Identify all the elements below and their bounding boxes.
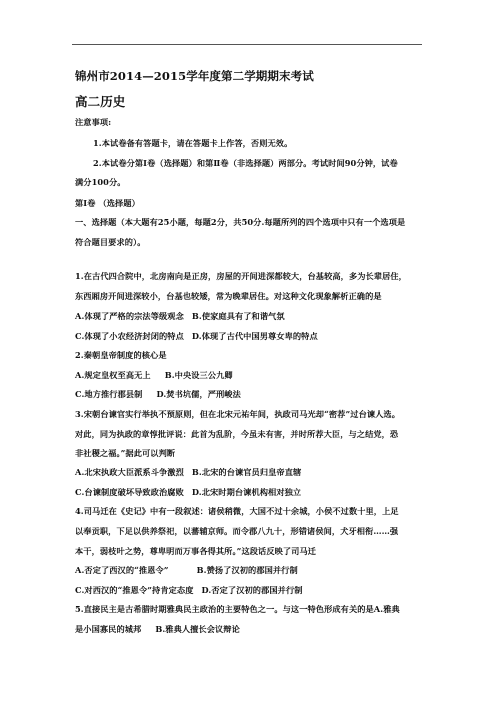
part1-heading: 第Ⅰ卷 （选择题）	[75, 198, 140, 208]
option-a: A.体现了严格的宗法等级观念	[75, 311, 184, 321]
notice-item-1: 1.本试卷备有答题卡，请在答题卡上作答，否则无效。	[93, 138, 293, 148]
question-1-options-row-2	[75, 331, 318, 342]
question-1-stem-line-2: 东西厢房开间进深较小，台基也较矮，常为晚辈居住。对这种文化现象解析正确的是	[75, 291, 382, 301]
option-a: A.规定皇权至高无上	[75, 370, 151, 380]
question-1-stem-line-1: 1.在古代四合院中，北房南向是正房，房屋的开间进深都较大，台基较高，多为长辈居住，	[75, 271, 407, 281]
question-2-options-row-1	[75, 370, 233, 381]
option-b: B.雅典人擅长会议辩论	[155, 624, 240, 634]
option-d: D.体现了古代中国男尊女卑的特点	[191, 331, 318, 341]
question-4-stem-line-3: 本干，弱枝叶之势，尊卑明而万事各得其所。”这段话反映了司马迁	[75, 546, 317, 556]
option-a-continued: 是小国寡民的城邦	[75, 624, 142, 634]
option-a: A.否定了西汉的“推恩令”	[75, 565, 169, 575]
subject-title: 高二历史	[75, 94, 126, 109]
option-d: D.否定了汉初的郡国并行制	[201, 585, 303, 595]
question-5-stem-line-1: 5.直接民主是古希腊时期雅典民主政治的主要特色之一。与这一特色形成有关的是A.雅典	[75, 604, 400, 614]
question-5-stem-line-2	[75, 624, 240, 635]
notice-item-2-line-1: 2.本试卷分第Ⅰ卷（选择题）和第Ⅱ卷（非选择题）两部分。考试时间90分钟，试卷	[93, 158, 398, 168]
option-c: C.对西汉的“推恩令”持肯定态度	[75, 585, 194, 595]
option-c: C.体现了小农经济封闭的特点	[75, 331, 184, 341]
question-4-stem-line-1: 4.司马迁在《史记》中有一段叙述：诸侯稍微，大国不过十余城，小侯不过数十里，上足	[75, 506, 399, 516]
option-b: B.赞扬了汉初的郡国并行制	[196, 565, 298, 575]
question-3-options-row-2	[75, 487, 301, 498]
question-3-stem-line-3: 非社稷之福。”据此可以判断	[75, 448, 176, 458]
option-b: B.使家庭具有了和谐气氛	[191, 311, 285, 321]
part1-instruction-line-2: 符合题目要求的）。	[75, 237, 146, 247]
option-b: B.北宋的台谏官员归皇帝直辖	[191, 467, 302, 477]
question-2-options-row-2	[75, 389, 241, 400]
exam-title: 锦州市2014—2015学年度第二学期期末考试	[75, 69, 314, 83]
question-3-stem-line-2: 对此，同为执政的章惇批评说：此首为乱阶，今虽未有害，并时所荐大臣，与之结党，恐	[75, 429, 399, 439]
notice-heading: 注意事项:	[75, 117, 112, 127]
header-rule	[72, 44, 422, 45]
question-3-options-row-1	[75, 467, 301, 478]
option-c: C.台谏制度破坏导致政治腐败	[75, 487, 184, 497]
notice-item-2-line-2: 满分100分。	[75, 177, 126, 187]
option-c: C.地方推行郡县制	[75, 389, 143, 399]
option-a: A.北宋执政大臣派系斗争激烈	[75, 467, 184, 477]
question-4-options-row-2	[75, 585, 303, 596]
question-4-stem-line-2: 以奉贡职，下足以供养祭祀，以蕃辅京师。而令郡八九十，形错诸侯间，犬牙相衔……强	[75, 526, 399, 536]
question-2-stem-line-1: 2.秦朝皇帝制度的核心是	[75, 350, 167, 360]
option-d: D.焚书坑儒，严刑峻法	[156, 389, 241, 399]
question-3-stem-line-1: 3.宋朝台谏官实行举执不预原则，但在北宋元祐年间，执政司马光却“密荐”过台谏人选。	[75, 409, 401, 419]
option-b: B.中央设三公九卿	[164, 370, 233, 380]
question-1-options-row-1	[75, 311, 285, 322]
question-4-options-row-1	[75, 565, 298, 576]
option-d: D.北宋时期台谏机构相对独立	[191, 487, 302, 497]
part1-instruction-line-1: 一、选择题（本大题有25小题，每题2分，共50分.每题所列的四个选项中只有一个选项是	[75, 217, 406, 227]
